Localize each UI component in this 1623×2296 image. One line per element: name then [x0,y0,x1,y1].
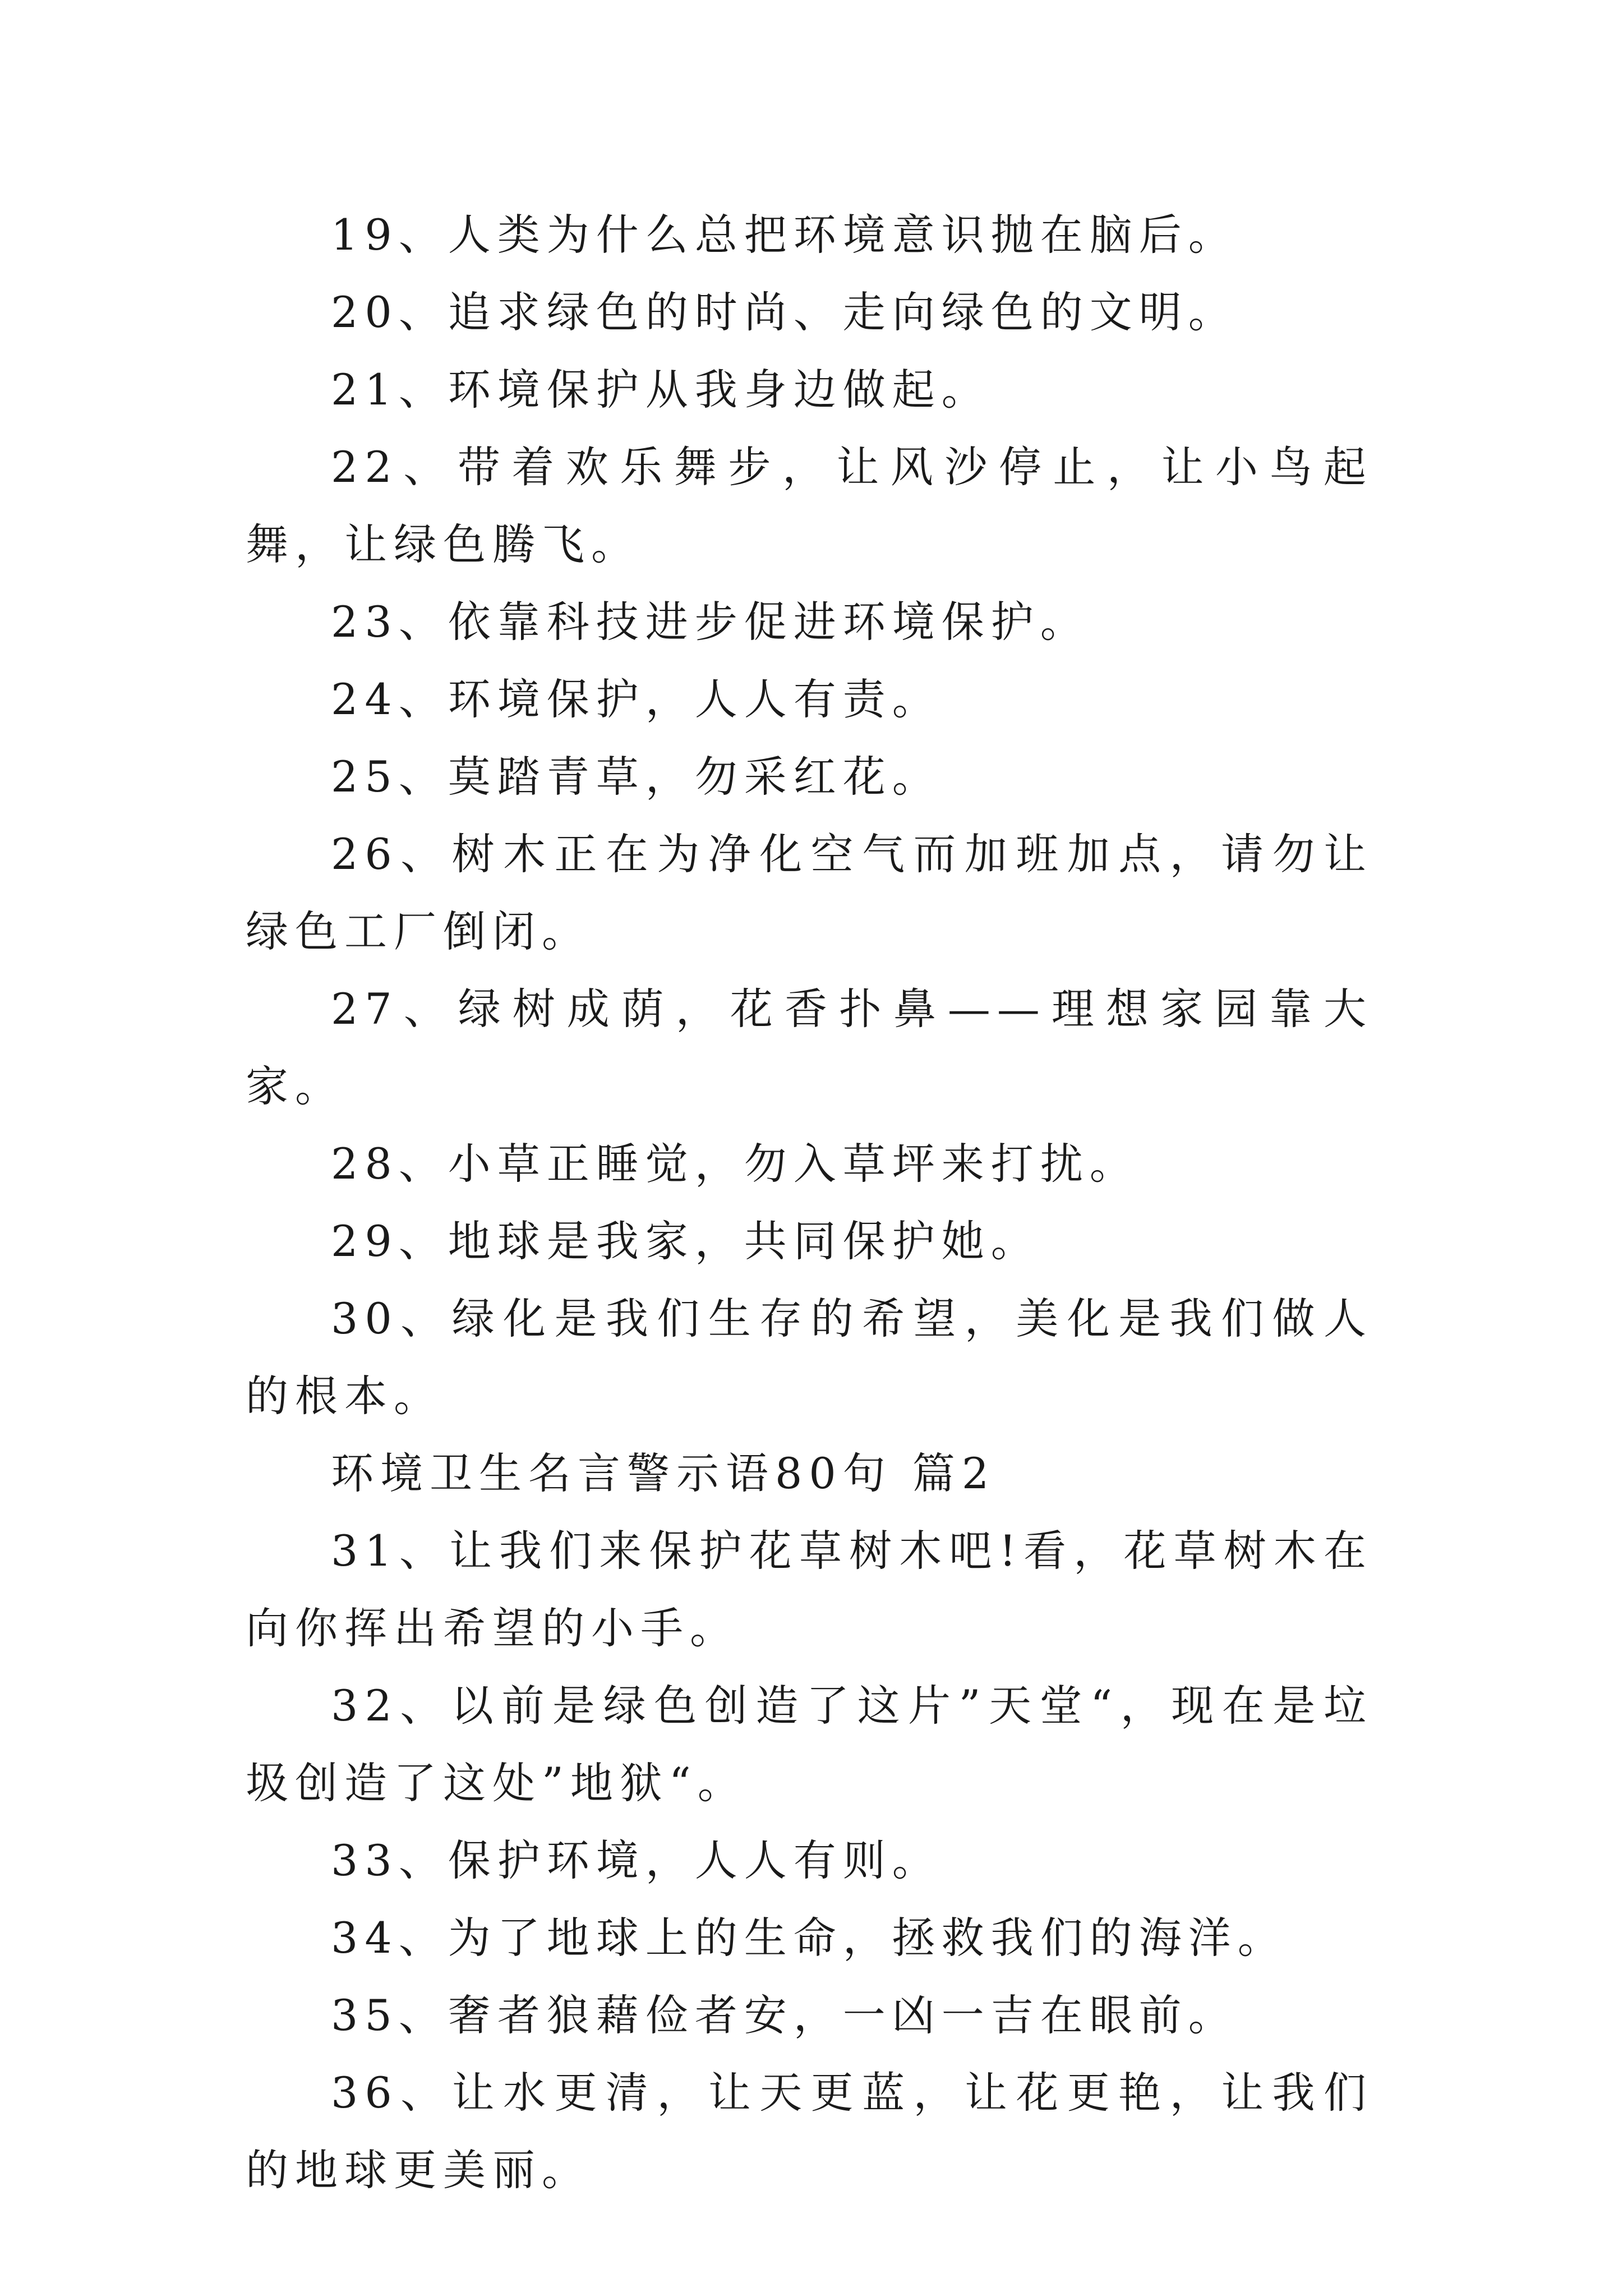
paragraph-25: 25、莫踏青草，勿采红花。 [331,752,942,802]
paragraph-36: 36、让水更清，让天更蓝，让花更艳，让我们的地球更美丽。 [246,2068,1373,2195]
section-heading: 环境卫生名言警示语80句 篇2 [331,1448,996,1498]
paragraph-21: 21、环境保护从我身边做起。 [331,365,991,415]
paragraph-35: 35、奢者狼藉俭者安，一凶一吉在眼前。 [331,1990,1238,2040]
paragraph-32: 32、以前是绿色创造了这片”天堂“，现在是垃圾创造了这处”地狱“。 [246,1681,1373,1808]
paragraph-24: 24、环境保护，人人有责。 [331,674,942,724]
paragraph-20: 20、追求绿色的时尚、走向绿色的文明。 [331,287,1238,337]
paragraph-31: 31、让我们来保护花草树木吧!看，花草树木在向你挥出希望的小手。 [246,1526,1373,1653]
paragraph-34: 34、为了地球上的生命，拯救我们的海洋。 [331,1913,1287,1963]
paragraph-27: 27、绿树成荫，花香扑鼻——理想家园靠大家。 [246,984,1373,1111]
paragraph-29: 29、地球是我家，共同保护她。 [331,1216,1040,1266]
paragraph-33: 33、保护环境，人人有则。 [331,1835,942,1885]
paragraph-23: 23、依靠科技进步促进环境保护。 [331,597,1090,647]
paragraph-28: 28、小草正睡觉，勿入草坪来打扰。 [331,1139,1139,1189]
paragraph-19: 19、人类为什么总把环境意识抛在脑后。 [331,210,1238,260]
paragraph-30: 30、绿化是我们生存的希望，美化是我们做人的根本。 [246,1294,1373,1421]
paragraph-22: 22、带着欢乐舞步，让风沙停止，让小鸟起舞，让绿色腾飞。 [246,442,1373,569]
paragraph-26: 26、树木正在为净化空气而加班加点，请勿让绿色工厂倒闭。 [246,829,1373,956]
document-body [246,196,1373,2209]
